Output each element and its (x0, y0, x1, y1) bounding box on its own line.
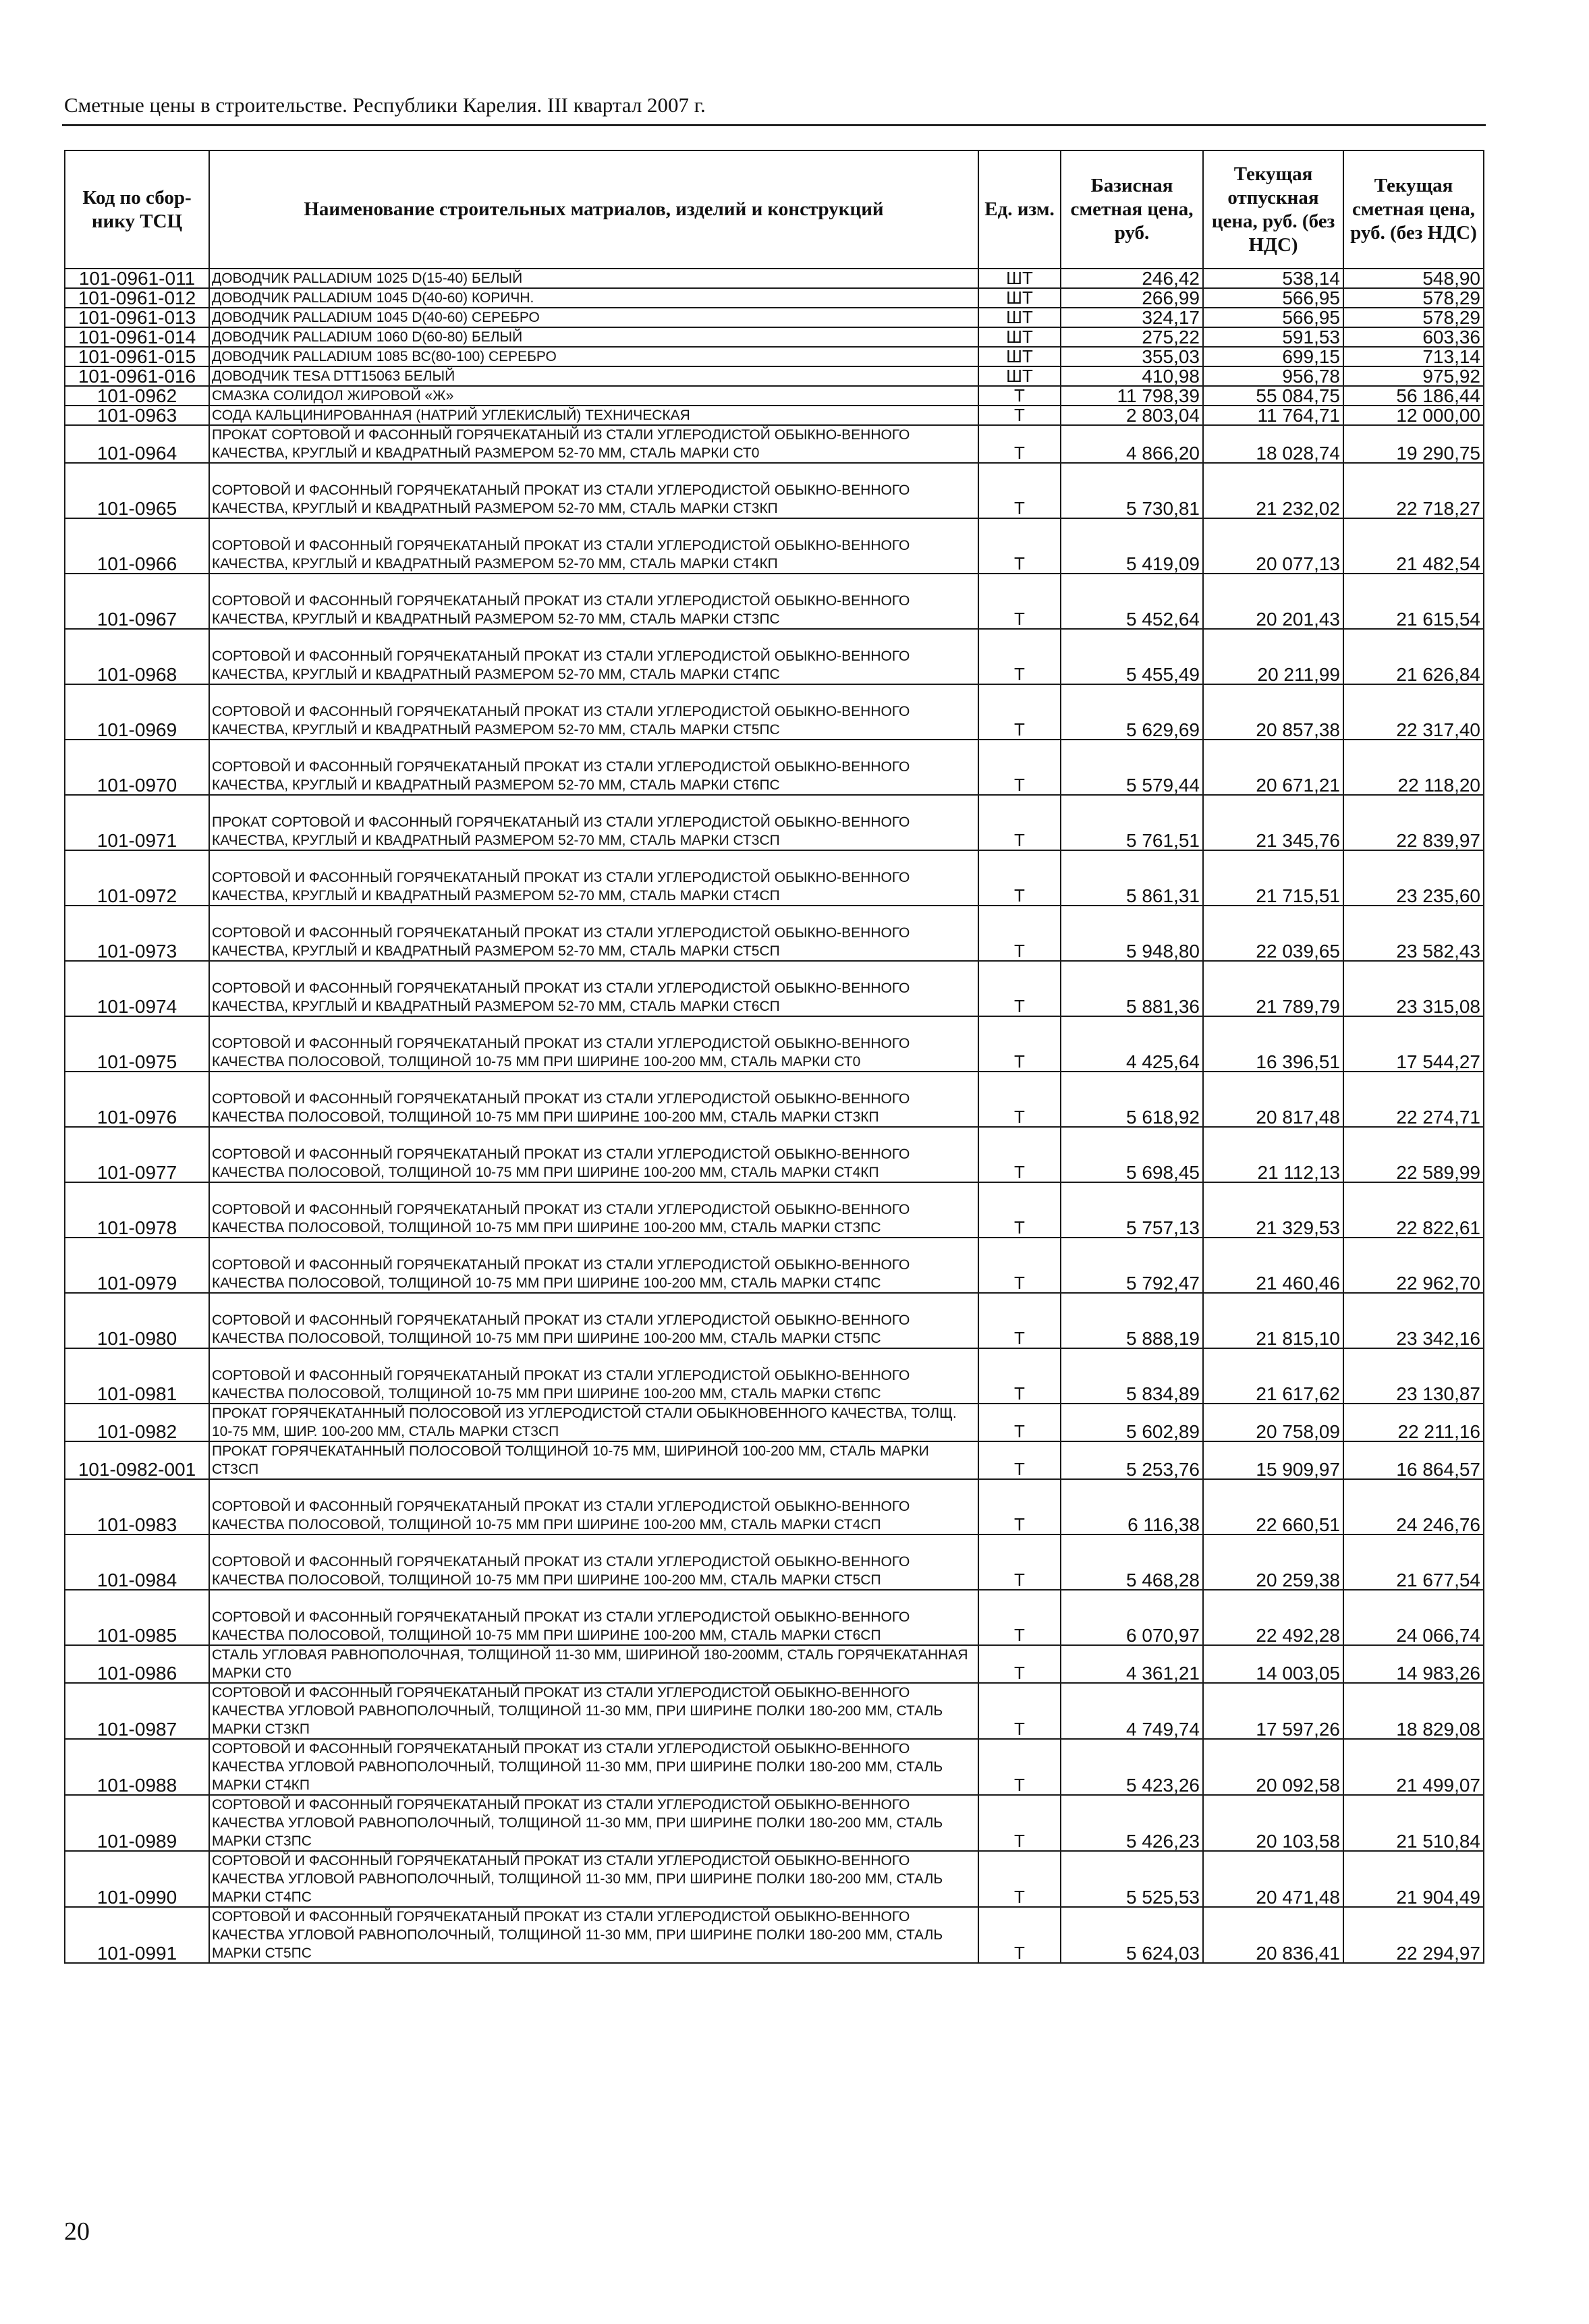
table-row (65, 629, 1484, 684)
cell-current-price: 603,36 (1343, 327, 1484, 347)
table-row (65, 288, 1484, 308)
cell-release-price: 17 597,26 (1203, 1683, 1343, 1739)
cell-release-price: 20 671,21 (1203, 740, 1343, 795)
cell-name: ДОВОДЧИК PALLADIUM 1045 D(40-60) КОРИЧН. (209, 288, 978, 308)
cell-release-price: 22 660,51 (1203, 1479, 1343, 1534)
cell-release-price: 20 817,48 (1203, 1072, 1343, 1127)
cell-current-price: 23 582,43 (1343, 906, 1484, 961)
cell-code: 101-0961-016 (65, 366, 209, 386)
column-header-current-price: Текущая сметная цена, руб. (без НДС) (1343, 150, 1484, 269)
cell-name: СОРТОВОЙ И ФАСОННЫЙ ГОРЯЧЕКАТАНЫЙ ПРОКАТ ИЗ СТАЛИ УГЛЕРОДИСТОЙ ОБЫКНО-ВЕННОГО КАЧЕСТВА, КРУГЛЫЙ И КВАДРАТНЫЙ РАЗМЕРОМ 52-70 ММ, СТАЛЬ МАРКИ СТ3ПС (209, 574, 978, 629)
cell-unit: Т (978, 850, 1061, 906)
cell-name: ДОВОДЧИК PALLADIUM 1060 D(60-80) БЕЛЫЙ (209, 327, 978, 347)
cell-unit: Т (978, 574, 1061, 629)
cell-release-price: 20 471,48 (1203, 1851, 1343, 1907)
cell-base-price: 5 419,09 (1061, 518, 1203, 574)
table-row (65, 906, 1484, 961)
cell-code: 101-0989 (65, 1795, 209, 1851)
cell-name: СОРТОВОЙ И ФАСОННЫЙ ГОРЯЧЕКАТАНЫЙ ПРОКАТ ИЗ СТАЛИ УГЛЕРОДИСТОЙ ОБЫКНО-ВЕННОГО КАЧЕСТВА, КРУГЛЫЙ И КВАДРАТНЫЙ РАЗМЕРОМ 52-70 ММ, СТАЛЬ МАРКИ СТ5СП (209, 906, 978, 961)
cell-unit: Т (978, 1238, 1061, 1293)
page-number: 20 (64, 2217, 90, 2246)
cell-name: СОРТОВОЙ И ФАСОННЫЙ ГОРЯЧЕКАТАНЫЙ ПРОКАТ ИЗ СТАЛИ УГЛЕРОДИСТОЙ ОБЫКНО-ВЕННОГО КАЧЕСТВА, КРУГЛЫЙ И КВАДРАТНЫЙ РАЗМЕРОМ 52-70 ММ, СТАЛЬ МАРКИ СТ6ПС (209, 740, 978, 795)
cell-name: ДОВОДЧИК TESA DTT15063 БЕЛЫЙ (209, 366, 978, 386)
cell-release-price: 21 329,53 (1203, 1182, 1343, 1238)
cell-current-price: 18 829,08 (1343, 1683, 1484, 1739)
cell-unit: Т (978, 1907, 1061, 1963)
cell-unit: Т (978, 406, 1061, 425)
cell-base-price: 5 861,31 (1061, 850, 1203, 906)
cell-code: 101-0979 (65, 1238, 209, 1293)
cell-release-price: 22 492,28 (1203, 1590, 1343, 1645)
cell-unit: Т (978, 1293, 1061, 1348)
cell-current-price: 21 626,84 (1343, 629, 1484, 684)
cell-code: 101-0990 (65, 1851, 209, 1907)
cell-current-price: 22 718,27 (1343, 463, 1484, 518)
cell-base-price: 266,99 (1061, 288, 1203, 308)
cell-code: 101-0964 (65, 425, 209, 463)
cell-base-price: 5 888,19 (1061, 1293, 1203, 1348)
column-header-base-price: Базисная сметная цена, руб. (1061, 150, 1203, 269)
cell-name: СОРТОВОЙ И ФАСОННЫЙ ГОРЯЧЕКАТАНЫЙ ПРОКАТ ИЗ СТАЛИ УГЛЕРОДИСТОЙ ОБЫКНО-ВЕННОГО КАЧЕСТВА ПОЛОСОВОЙ, ТОЛЩИНОЙ 10-75 ММ ПРИ ШИРИНЕ 100-200 ММ, СТАЛЬ МАРКИ СТ4ПС (209, 1238, 978, 1293)
cell-current-price: 22 822,61 (1343, 1182, 1484, 1238)
cell-base-price: 355,03 (1061, 347, 1203, 366)
cell-base-price: 246,42 (1061, 269, 1203, 288)
cell-base-price: 5 579,44 (1061, 740, 1203, 795)
cell-base-price: 324,17 (1061, 308, 1203, 327)
cell-name: ПРОКАТ ГОРЯЧЕКАТАННЫЙ ПОЛОСОВОЙ ТОЛЩИНОЙ 10-75 ММ, ШИРИНОЙ 100-200 ММ, СТАЛЬ МАРКИ СТ3СП (209, 1441, 978, 1479)
cell-name: СОДА КАЛЬЦИНИРОВАННАЯ (НАТРИЙ УГЛЕКИСЛЫЙ) ТЕХНИЧЕСКАЯ (209, 406, 978, 425)
cell-code: 101-0971 (65, 795, 209, 850)
table-row (65, 1479, 1484, 1534)
table-row (65, 518, 1484, 574)
cell-unit: Т (978, 961, 1061, 1016)
cell-release-price: 538,14 (1203, 269, 1343, 288)
table-row (65, 1441, 1484, 1479)
cell-unit: Т (978, 1795, 1061, 1851)
cell-unit: ШТ (978, 366, 1061, 386)
cell-name: СОРТОВОЙ И ФАСОННЫЙ ГОРЯЧЕКАТАНЫЙ ПРОКАТ ИЗ СТАЛИ УГЛЕРОДИСТОЙ ОБЫКНО-ВЕННОГО КАЧЕСТВА, КРУГЛЫЙ И КВАДРАТНЫЙ РАЗМЕРОМ 52-70 ММ, СТАЛЬ МАРКИ СТ5ПС (209, 684, 978, 740)
cell-release-price: 11 764,71 (1203, 406, 1343, 425)
cell-unit: Т (978, 386, 1061, 406)
table-row (65, 1293, 1484, 1348)
cell-current-price: 21 499,07 (1343, 1739, 1484, 1795)
cell-code: 101-0961-012 (65, 288, 209, 308)
cell-name: СОРТОВОЙ И ФАСОННЫЙ ГОРЯЧЕКАТАНЫЙ ПРОКАТ ИЗ СТАЛИ УГЛЕРОДИСТОЙ ОБЫКНО-ВЕННОГО КАЧЕСТВА ПОЛОСОВОЙ, ТОЛЩИНОЙ 10-75 ММ ПРИ ШИРИНЕ 100-200 ММ, СТАЛЬ МАРКИ СТ5СП (209, 1534, 978, 1590)
cell-unit: ШТ (978, 347, 1061, 366)
cell-code: 101-0976 (65, 1072, 209, 1127)
cell-current-price: 21 904,49 (1343, 1851, 1484, 1907)
cell-code: 101-0972 (65, 850, 209, 906)
cell-current-price: 24 066,74 (1343, 1590, 1484, 1645)
table-header-row (65, 150, 1484, 269)
cell-code: 101-0961-013 (65, 308, 209, 327)
cell-name: ПРОКАТ СОРТОВОЙ И ФАСОННЫЙ ГОРЯЧЕКАТАНЫЙ ИЗ СТАЛИ УГЛЕРОДИСТОЙ ОБЫКНО-ВЕННОГО КАЧЕСТВА, КРУГЛЫЙ И КВАДРАТНЫЙ РАЗМЕРОМ 52-70 ММ, СТАЛЬ МАРКИ СТ0 (209, 425, 978, 463)
cell-unit: Т (978, 1683, 1061, 1739)
table-row (65, 327, 1484, 347)
cell-current-price: 578,29 (1343, 308, 1484, 327)
cell-current-price: 22 294,97 (1343, 1907, 1484, 1963)
table-row (65, 1851, 1484, 1907)
cell-code: 101-0985 (65, 1590, 209, 1645)
table-row (65, 1016, 1484, 1072)
cell-unit: Т (978, 740, 1061, 795)
cell-current-price: 23 342,16 (1343, 1293, 1484, 1348)
cell-current-price: 14 983,26 (1343, 1645, 1484, 1683)
cell-current-price: 22 274,71 (1343, 1072, 1484, 1127)
cell-name: ДОВОДЧИК PALLADIUM 1045 D(40-60) СЕРЕБРО (209, 308, 978, 327)
cell-release-price: 591,53 (1203, 327, 1343, 347)
cell-current-price: 24 246,76 (1343, 1479, 1484, 1534)
table-row (65, 961, 1484, 1016)
cell-base-price: 5 455,49 (1061, 629, 1203, 684)
cell-release-price: 20 077,13 (1203, 518, 1343, 574)
table-row (65, 1795, 1484, 1851)
table-row (65, 850, 1484, 906)
cell-release-price: 21 345,76 (1203, 795, 1343, 850)
cell-unit: Т (978, 463, 1061, 518)
cell-base-price: 5 452,64 (1061, 574, 1203, 629)
cell-name: СОРТОВОЙ И ФАСОННЫЙ ГОРЯЧЕКАТАНЫЙ ПРОКАТ ИЗ СТАЛИ УГЛЕРОДИСТОЙ ОБЫКНО-ВЕННОГО КАЧЕСТВА ПОЛОСОВОЙ, ТОЛЩИНОЙ 10-75 ММ ПРИ ШИРИНЕ 100-200 ММ, СТАЛЬ МАРКИ СТ0 (209, 1016, 978, 1072)
cell-unit: Т (978, 1127, 1061, 1182)
cell-code: 101-0970 (65, 740, 209, 795)
cell-current-price: 578,29 (1343, 288, 1484, 308)
cell-release-price: 20 211,99 (1203, 629, 1343, 684)
cell-name: СОРТОВОЙ И ФАСОННЫЙ ГОРЯЧЕКАТАНЫЙ ПРОКАТ ИЗ СТАЛИ УГЛЕРОДИСТОЙ ОБЫКНО-ВЕННОГО КАЧЕСТВА, КРУГЛЫЙ И КВАДРАТНЫЙ РАЗМЕРОМ 52-70 ММ, СТАЛЬ МАРКИ СТ4ПС (209, 629, 978, 684)
cell-current-price: 19 290,75 (1343, 425, 1484, 463)
cell-release-price: 20 201,43 (1203, 574, 1343, 629)
cell-code: 101-0961-011 (65, 269, 209, 288)
cell-code: 101-0980 (65, 1293, 209, 1348)
cell-current-price: 22 839,97 (1343, 795, 1484, 850)
table-row (65, 308, 1484, 327)
table-row (65, 1683, 1484, 1739)
cell-name: СОРТОВОЙ И ФАСОННЫЙ ГОРЯЧЕКАТАНЫЙ ПРОКАТ ИЗ СТАЛИ УГЛЕРОДИСТОЙ ОБЫКНО-ВЕННОГО КАЧЕСТВА, КРУГЛЫЙ И КВАДРАТНЫЙ РАЗМЕРОМ 52-70 ММ, СТАЛЬ МАРКИ СТ6СП (209, 961, 978, 1016)
cell-unit: Т (978, 1072, 1061, 1127)
table-row (65, 463, 1484, 518)
cell-base-price: 6 116,38 (1061, 1479, 1203, 1534)
cell-unit: Т (978, 629, 1061, 684)
cell-unit: Т (978, 425, 1061, 463)
table-row (65, 1645, 1484, 1683)
cell-code: 101-0978 (65, 1182, 209, 1238)
cell-current-price: 17 544,27 (1343, 1016, 1484, 1072)
cell-code: 101-0974 (65, 961, 209, 1016)
column-header-code: Код по сбор-нику ТСЦ (65, 150, 209, 269)
column-header-name: Наименование строительных матриалов, изделий и конструкций (209, 150, 978, 269)
cell-code: 101-0988 (65, 1739, 209, 1795)
cell-unit: Т (978, 1182, 1061, 1238)
cell-unit: ШТ (978, 308, 1061, 327)
cell-base-price: 5 618,92 (1061, 1072, 1203, 1127)
cell-release-price: 20 092,58 (1203, 1739, 1343, 1795)
cell-code: 101-0962 (65, 386, 209, 406)
cell-name: СОРТОВОЙ И ФАСОННЫЙ ГОРЯЧЕКАТАНЫЙ ПРОКАТ ИЗ СТАЛИ УГЛЕРОДИСТОЙ ОБЫКНО-ВЕННОГО КАЧЕСТВА ПОЛОСОВОЙ, ТОЛЩИНОЙ 10-75 ММ ПРИ ШИРИНЕ 100-200 ММ, СТАЛЬ МАРКИ СТ6ПС (209, 1348, 978, 1404)
cell-base-price: 5 881,36 (1061, 961, 1203, 1016)
cell-release-price: 566,95 (1203, 288, 1343, 308)
cell-base-price: 11 798,39 (1061, 386, 1203, 406)
header-divider (62, 124, 1486, 126)
cell-unit: Т (978, 1851, 1061, 1907)
cell-code: 101-0975 (65, 1016, 209, 1072)
cell-release-price: 18 028,74 (1203, 425, 1343, 463)
cell-base-price: 5 792,47 (1061, 1238, 1203, 1293)
cell-current-price: 23 235,60 (1343, 850, 1484, 906)
table-row (65, 386, 1484, 406)
cell-name: ПРОКАТ СОРТОВОЙ И ФАСОННЫЙ ГОРЯЧЕКАТАНЫЙ ИЗ СТАЛИ УГЛЕРОДИСТОЙ ОБЫКНО-ВЕННОГО КАЧЕСТВА, КРУГЛЫЙ И КВАДРАТНЫЙ РАЗМЕРОМ 52-70 ММ, СТАЛЬ МАРКИ СТ3СП (209, 795, 978, 850)
cell-name: СОРТОВОЙ И ФАСОННЫЙ ГОРЯЧЕКАТАНЫЙ ПРОКАТ ИЗ СТАЛИ УГЛЕРОДИСТОЙ ОБЫКНО-ВЕННОГО КАЧЕСТВА ПОЛОСОВОЙ, ТОЛЩИНОЙ 10-75 ММ ПРИ ШИРИНЕ 100-200 ММ, СТАЛЬ МАРКИ СТ5ПС (209, 1293, 978, 1348)
cell-current-price: 16 864,57 (1343, 1441, 1484, 1479)
cell-current-price: 22 118,20 (1343, 740, 1484, 795)
cell-current-price: 21 482,54 (1343, 518, 1484, 574)
cell-unit: Т (978, 795, 1061, 850)
cell-base-price: 5 757,13 (1061, 1182, 1203, 1238)
column-header-unit: Ед. изм. (978, 150, 1061, 269)
cell-release-price: 21 232,02 (1203, 463, 1343, 518)
cell-name: СТАЛЬ УГЛОВАЯ РАВНОПОЛОЧНАЯ, ТОЛЩИНОЙ 11-30 ММ, ШИРИНОЙ 180-200ММ, СТАЛЬ ГОРЯЧЕКАТАННАЯ МАРКИ СТ0 (209, 1645, 978, 1683)
cell-code: 101-0963 (65, 406, 209, 425)
cell-code: 101-0982 (65, 1404, 209, 1441)
cell-base-price: 5 948,80 (1061, 906, 1203, 961)
cell-current-price: 22 211,16 (1343, 1404, 1484, 1441)
cell-base-price: 5 426,23 (1061, 1795, 1203, 1851)
cell-base-price: 5 468,28 (1061, 1534, 1203, 1590)
cell-name: СОРТОВОЙ И ФАСОННЫЙ ГОРЯЧЕКАТАНЫЙ ПРОКАТ ИЗ СТАЛИ УГЛЕРОДИСТОЙ ОБЫКНО-ВЕННОГО КАЧЕСТВА, КРУГЛЫЙ И КВАДРАТНЫЙ РАЗМЕРОМ 52-70 ММ, СТАЛЬ МАРКИ СТ4СП (209, 850, 978, 906)
cell-current-price: 12 000,00 (1343, 406, 1484, 425)
column-header-release-price: Текущая отпускная цена, руб. (без НДС) (1203, 150, 1343, 269)
cell-current-price: 713,14 (1343, 347, 1484, 366)
cell-base-price: 5 253,76 (1061, 1441, 1203, 1479)
cell-code: 101-0982-001 (65, 1441, 209, 1479)
table-row (65, 1739, 1484, 1795)
cell-name: СМАЗКА СОЛИДОЛ ЖИРОВОЙ «Ж» (209, 386, 978, 406)
table-row (65, 1127, 1484, 1182)
cell-release-price: 55 084,75 (1203, 386, 1343, 406)
cell-release-price: 21 789,79 (1203, 961, 1343, 1016)
cell-release-price: 15 909,97 (1203, 1441, 1343, 1479)
cell-base-price: 5 629,69 (1061, 684, 1203, 740)
cell-release-price: 21 617,62 (1203, 1348, 1343, 1404)
cell-base-price: 5 624,03 (1061, 1907, 1203, 1963)
cell-unit: Т (978, 1441, 1061, 1479)
cell-base-price: 4 866,20 (1061, 425, 1203, 463)
table-row (65, 1182, 1484, 1238)
cell-release-price: 21 112,13 (1203, 1127, 1343, 1182)
cell-current-price: 23 315,08 (1343, 961, 1484, 1016)
cell-name: СОРТОВОЙ И ФАСОННЫЙ ГОРЯЧЕКАТАНЫЙ ПРОКАТ ИЗ СТАЛИ УГЛЕРОДИСТОЙ ОБЫКНО-ВЕННОГО КАЧЕСТВА, КРУГЛЫЙ И КВАДРАТНЫЙ РАЗМЕРОМ 52-70 ММ, СТАЛЬ МАРКИ СТ4КП (209, 518, 978, 574)
cell-name: СОРТОВОЙ И ФАСОННЫЙ ГОРЯЧЕКАТАНЫЙ ПРОКАТ ИЗ СТАЛИ УГЛЕРОДИСТОЙ ОБЫКНО-ВЕННОГО КАЧЕСТВА ПОЛОСОВОЙ, ТОЛЩИНОЙ 10-75 ММ ПРИ ШИРИНЕ 100-200 ММ, СТАЛЬ МАРКИ СТ3КП (209, 1072, 978, 1127)
cell-name: СОРТОВОЙ И ФАСОННЫЙ ГОРЯЧЕКАТАНЫЙ ПРОКАТ ИЗ СТАЛИ УГЛЕРОДИСТОЙ ОБЫКНО-ВЕННОГО КАЧЕСТВА, КРУГЛЫЙ И КВАДРАТНЫЙ РАЗМЕРОМ 52-70 ММ, СТАЛЬ МАРКИ СТ3КП (209, 463, 978, 518)
cell-base-price: 275,22 (1061, 327, 1203, 347)
cell-name: СОРТОВОЙ И ФАСОННЫЙ ГОРЯЧЕКАТАНЫЙ ПРОКАТ ИЗ СТАЛИ УГЛЕРОДИСТОЙ ОБЫКНО-ВЕННОГО КАЧЕСТВА УГЛОВОЙ РАВНОПОЛОЧНЫЙ, ТОЛЩИНОЙ 11-30 ММ, ПРИ ШИРИНЕ ПОЛКИ 180-200 ММ, СТАЛЬ МАРКИ СТ3КП (209, 1683, 978, 1739)
cell-code: 101-0986 (65, 1645, 209, 1683)
cell-code: 101-0991 (65, 1907, 209, 1963)
table-row (65, 1238, 1484, 1293)
cell-unit: ШТ (978, 327, 1061, 347)
table-body (65, 269, 1484, 1963)
cell-base-price: 4 361,21 (1061, 1645, 1203, 1683)
cell-base-price: 5 730,81 (1061, 463, 1203, 518)
cell-unit: Т (978, 906, 1061, 961)
cell-unit: Т (978, 1016, 1061, 1072)
cell-current-price: 21 615,54 (1343, 574, 1484, 629)
cell-name: СОРТОВОЙ И ФАСОННЫЙ ГОРЯЧЕКАТАНЫЙ ПРОКАТ ИЗ СТАЛИ УГЛЕРОДИСТОЙ ОБЫКНО-ВЕННОГО КАЧЕСТВА ПОЛОСОВОЙ, ТОЛЩИНОЙ 10-75 ММ ПРИ ШИРИНЕ 100-200 ММ, СТАЛЬ МАРКИ СТ6СП (209, 1590, 978, 1645)
cell-code: 101-0987 (65, 1683, 209, 1739)
cell-code: 101-0965 (65, 463, 209, 518)
cell-release-price: 20 836,41 (1203, 1907, 1343, 1963)
cell-code: 101-0968 (65, 629, 209, 684)
cell-release-price: 20 857,38 (1203, 684, 1343, 740)
cell-name: ДОВОДЧИК PALLADIUM 1085 ВС(80-100) СЕРЕБРО (209, 347, 978, 366)
cell-name: СОРТОВОЙ И ФАСОННЫЙ ГОРЯЧЕКАТАНЫЙ ПРОКАТ ИЗ СТАЛИ УГЛЕРОДИСТОЙ ОБЫКНО-ВЕННОГО КАЧЕСТВА ПОЛОСОВОЙ, ТОЛЩИНОЙ 10-75 ММ ПРИ ШИРИНЕ 100-200 ММ, СТАЛЬ МАРКИ СТ3ПС (209, 1182, 978, 1238)
cell-release-price: 956,78 (1203, 366, 1343, 386)
cell-unit: Т (978, 1590, 1061, 1645)
cell-current-price: 23 130,87 (1343, 1348, 1484, 1404)
cell-code: 101-0969 (65, 684, 209, 740)
cell-name: СОРТОВОЙ И ФАСОННЫЙ ГОРЯЧЕКАТАНЫЙ ПРОКАТ ИЗ СТАЛИ УГЛЕРОДИСТОЙ ОБЫКНО-ВЕННОГО КАЧЕСТВА ПОЛОСОВОЙ, ТОЛЩИНОЙ 10-75 ММ ПРИ ШИРИНЕ 100-200 ММ, СТАЛЬ МАРКИ СТ4КП (209, 1127, 978, 1182)
cell-current-price: 21 510,84 (1343, 1795, 1484, 1851)
cell-name: СОРТОВОЙ И ФАСОННЫЙ ГОРЯЧЕКАТАНЫЙ ПРОКАТ ИЗ СТАЛИ УГЛЕРОДИСТОЙ ОБЫКНО-ВЕННОГО КАЧЕСТВА УГЛОВОЙ РАВНОПОЛОЧНЫЙ, ТОЛЩИНОЙ 11-30 ММ, ПРИ ШИРИНЕ ПОЛКИ 180-200 ММ, СТАЛЬ МАРКИ СТ4ПС (209, 1851, 978, 1907)
cell-unit: ШТ (978, 288, 1061, 308)
cell-base-price: 410,98 (1061, 366, 1203, 386)
table-row (65, 1348, 1484, 1404)
cell-unit: Т (978, 518, 1061, 574)
table-row (65, 406, 1484, 425)
cell-release-price: 21 460,46 (1203, 1238, 1343, 1293)
cell-code: 101-0967 (65, 574, 209, 629)
cell-current-price: 22 962,70 (1343, 1238, 1484, 1293)
cell-release-price: 20 758,09 (1203, 1404, 1343, 1441)
cell-current-price: 548,90 (1343, 269, 1484, 288)
cell-release-price: 22 039,65 (1203, 906, 1343, 961)
table-row (65, 1907, 1484, 1963)
page-header-title: Сметные цены в строительстве. Республики Карелия. III квартал 2007 г. (64, 93, 706, 117)
table-row (65, 1534, 1484, 1590)
cell-base-price: 5 698,45 (1061, 1127, 1203, 1182)
table-row (65, 366, 1484, 386)
table-row (65, 1404, 1484, 1441)
table-row (65, 347, 1484, 366)
cell-name: СОРТОВОЙ И ФАСОННЫЙ ГОРЯЧЕКАТАНЫЙ ПРОКАТ ИЗ СТАЛИ УГЛЕРОДИСТОЙ ОБЫКНО-ВЕННОГО КАЧЕСТВА УГЛОВОЙ РАВНОПОЛОЧНЫЙ, ТОЛЩИНОЙ 11-30 ММ, ПРИ ШИРИНЕ ПОЛКИ 180-200 ММ, СТАЛЬ МАРКИ СТ4КП (209, 1739, 978, 1795)
cell-current-price: 22 589,99 (1343, 1127, 1484, 1182)
cell-code: 101-0961-015 (65, 347, 209, 366)
cell-base-price: 4 425,64 (1061, 1016, 1203, 1072)
cell-unit: ШТ (978, 269, 1061, 288)
cell-release-price: 16 396,51 (1203, 1016, 1343, 1072)
cell-unit: Т (978, 1479, 1061, 1534)
cell-current-price: 22 317,40 (1343, 684, 1484, 740)
cell-unit: Т (978, 1404, 1061, 1441)
table-row (65, 795, 1484, 850)
cell-base-price: 5 834,89 (1061, 1348, 1203, 1404)
cell-unit: Т (978, 1645, 1061, 1683)
cell-base-price: 4 749,74 (1061, 1683, 1203, 1739)
cell-base-price: 5 761,51 (1061, 795, 1203, 850)
cell-unit: Т (978, 1534, 1061, 1590)
cell-base-price: 6 070,97 (1061, 1590, 1203, 1645)
cell-code: 101-0961-014 (65, 327, 209, 347)
cell-release-price: 21 815,10 (1203, 1293, 1343, 1348)
table-row (65, 740, 1484, 795)
cell-code: 101-0977 (65, 1127, 209, 1182)
cell-release-price: 20 259,38 (1203, 1534, 1343, 1590)
cell-base-price: 5 602,89 (1061, 1404, 1203, 1441)
table-row (65, 574, 1484, 629)
cell-name: СОРТОВОЙ И ФАСОННЫЙ ГОРЯЧЕКАТАНЫЙ ПРОКАТ ИЗ СТАЛИ УГЛЕРОДИСТОЙ ОБЫКНО-ВЕННОГО КАЧЕСТВА УГЛОВОЙ РАВНОПОЛОЧНЫЙ, ТОЛЩИНОЙ 11-30 ММ, ПРИ ШИРИНЕ ПОЛКИ 180-200 ММ, СТАЛЬ МАРКИ СТ3ПС (209, 1795, 978, 1851)
cell-base-price: 5 423,26 (1061, 1739, 1203, 1795)
table-row (65, 1072, 1484, 1127)
cell-unit: Т (978, 1739, 1061, 1795)
cell-current-price: 21 677,54 (1343, 1534, 1484, 1590)
table-row (65, 1590, 1484, 1645)
price-table (64, 150, 1484, 1964)
cell-release-price: 20 103,58 (1203, 1795, 1343, 1851)
cell-release-price: 21 715,51 (1203, 850, 1343, 906)
cell-release-price: 699,15 (1203, 347, 1343, 366)
cell-release-price: 566,95 (1203, 308, 1343, 327)
cell-code: 101-0966 (65, 518, 209, 574)
cell-code: 101-0981 (65, 1348, 209, 1404)
table-row (65, 425, 1484, 463)
cell-code: 101-0973 (65, 906, 209, 961)
cell-current-price: 56 186,44 (1343, 386, 1484, 406)
cell-code: 101-0983 (65, 1479, 209, 1534)
table-row (65, 684, 1484, 740)
cell-name: ДОВОДЧИК PALLADIUM 1025 D(15-40) БЕЛЫЙ (209, 269, 978, 288)
cell-current-price: 975,92 (1343, 366, 1484, 386)
cell-code: 101-0984 (65, 1534, 209, 1590)
cell-unit: Т (978, 684, 1061, 740)
cell-name: СОРТОВОЙ И ФАСОННЫЙ ГОРЯЧЕКАТАНЫЙ ПРОКАТ ИЗ СТАЛИ УГЛЕРОДИСТОЙ ОБЫКНО-ВЕННОГО КАЧЕСТВА ПОЛОСОВОЙ, ТОЛЩИНОЙ 10-75 ММ ПРИ ШИРИНЕ 100-200 ММ, СТАЛЬ МАРКИ СТ4СП (209, 1479, 978, 1534)
cell-base-price: 5 525,53 (1061, 1851, 1203, 1907)
table-row (65, 269, 1484, 288)
cell-base-price: 2 803,04 (1061, 406, 1203, 425)
cell-name: СОРТОВОЙ И ФАСОННЫЙ ГОРЯЧЕКАТАНЫЙ ПРОКАТ ИЗ СТАЛИ УГЛЕРОДИСТОЙ ОБЫКНО-ВЕННОГО КАЧЕСТВА УГЛОВОЙ РАВНОПОЛОЧНЫЙ, ТОЛЩИНОЙ 11-30 ММ, ПРИ ШИРИНЕ ПОЛКИ 180-200 ММ, СТАЛЬ МАРКИ СТ5ПС (209, 1907, 978, 1963)
cell-release-price: 14 003,05 (1203, 1645, 1343, 1683)
cell-unit: Т (978, 1348, 1061, 1404)
cell-name: ПРОКАТ ГОРЯЧЕКАТАННЫЙ ПОЛОСОВОЙ ИЗ УГЛЕРОДИСТОЙ СТАЛИ ОБЫКНОВЕННОГО КАЧЕСТВА, ТОЛЩ. 10-75 ММ, ШИР. 100-200 ММ, СТАЛЬ МАРКИ СТ3СП (209, 1404, 978, 1441)
